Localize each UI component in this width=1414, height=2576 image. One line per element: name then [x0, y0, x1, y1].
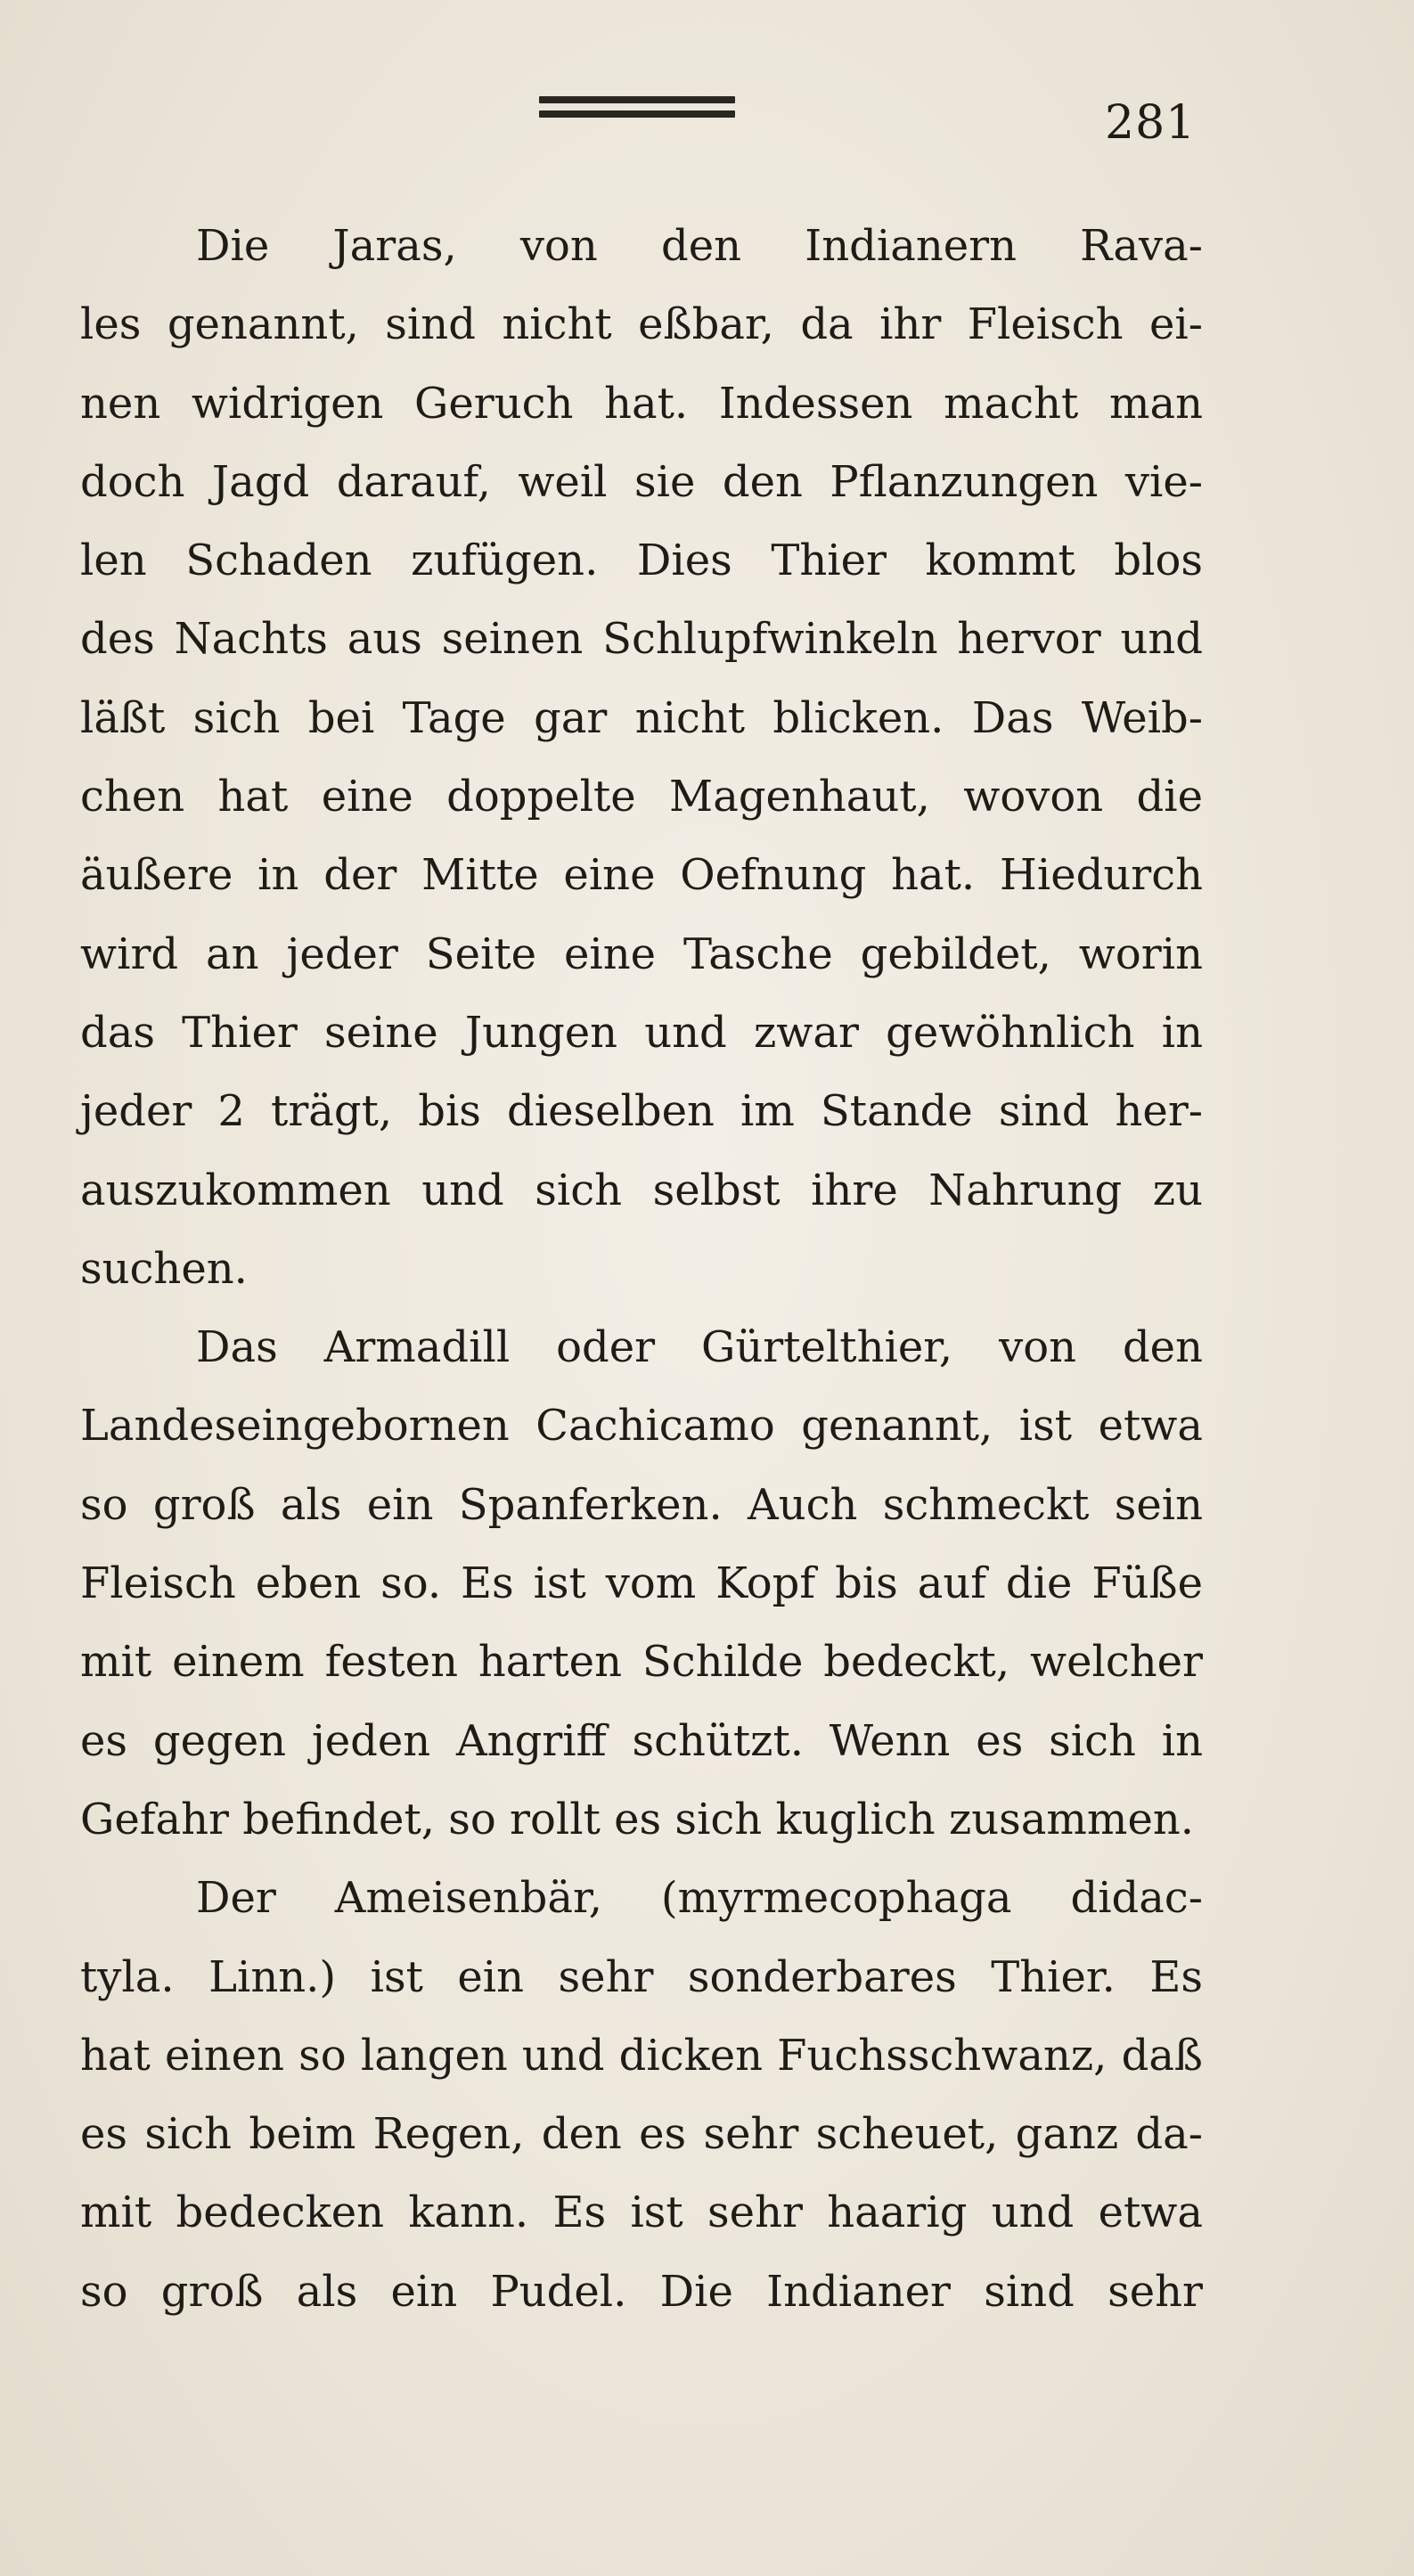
text-line: chen hat eine doppelte Magenhaut, wovon die	[80, 772, 1203, 822]
text-line: Gefahr befindet, so rollt es sich kuglich zusammen.	[80, 1794, 1195, 1844]
text-line: so groß als ein Spanferken. Auch schmeckt sein	[80, 1479, 1203, 1530]
ornament-bar-top	[539, 96, 735, 103]
text-line: des Nachts aus seinen Schlupfwinkeln hervor und	[80, 614, 1203, 665]
text-line: Landeseingebornen Cachicamo genannt, ist etwa	[80, 1401, 1203, 1452]
text-line: doch Jagd darauf, weil sie den Pflanzungen vie-	[80, 456, 1203, 507]
text-line: mit einem festen harten Schilde bedeckt, welcher	[80, 1637, 1203, 1688]
text-line: suchen.	[80, 1243, 248, 1294]
text-line: Der Ameisenbär, (myrmecophaga didac-	[196, 1873, 1203, 1924]
text-line: wird an jeder Seite eine Tasche gebildet, worin	[80, 928, 1203, 979]
text-line: so groß als ein Pudel. Die Indianer sind sehr	[80, 2266, 1203, 2317]
text-line: mit bedecken kann. Es ist sehr haarig und etwa	[80, 2188, 1203, 2238]
ornament-bar-bottom	[539, 110, 735, 118]
header-ornament-rule	[539, 96, 735, 119]
text-line: auszukommen und sich selbst ihre Nahrung zu	[80, 1165, 1203, 1215]
text-line: es gegen jeden Angriff schützt. Wenn es sich in	[80, 1715, 1203, 1766]
text-line: les genannt, sind nicht eßbar, da ihr Fleisch ei-	[80, 299, 1203, 350]
page-number: 281	[1105, 96, 1197, 150]
text-line: Die Jaras, von den Indianern Rava-	[196, 221, 1203, 271]
body-text	[80, 207, 1203, 2331]
text-line: läßt sich bei Tage gar nicht blicken. Das Weib-	[80, 692, 1203, 743]
text-line: das Thier seine Jungen und zwar gewöhnlich in	[80, 1007, 1203, 1058]
text-line: nen widrigen Geruch hat. Indessen macht man	[80, 378, 1203, 429]
text-line: äußere in der Mitte eine Oefnung hat. Hiedurch	[80, 850, 1203, 901]
text-line: Das Armadill oder Gürtelthier, von den	[196, 1322, 1203, 1373]
text-line: tyla. Linn.) ist ein sehr sonderbares Thier. Es	[80, 1951, 1203, 2002]
text-line: es sich beim Regen, den es sehr scheuet, ganz da-	[80, 2109, 1203, 2160]
text-line: hat einen so langen und dicken Fuchsschwanz, daß	[80, 2030, 1203, 2081]
text-line: Fleisch eben so. Es ist vom Kopf bis auf die Füße	[80, 1558, 1203, 1609]
text-line: len Schaden zufügen. Dies Thier kommt blos	[80, 536, 1203, 586]
text-line: jeder 2 trägt, bis dieselben im Stande sind her-	[80, 1086, 1203, 1137]
